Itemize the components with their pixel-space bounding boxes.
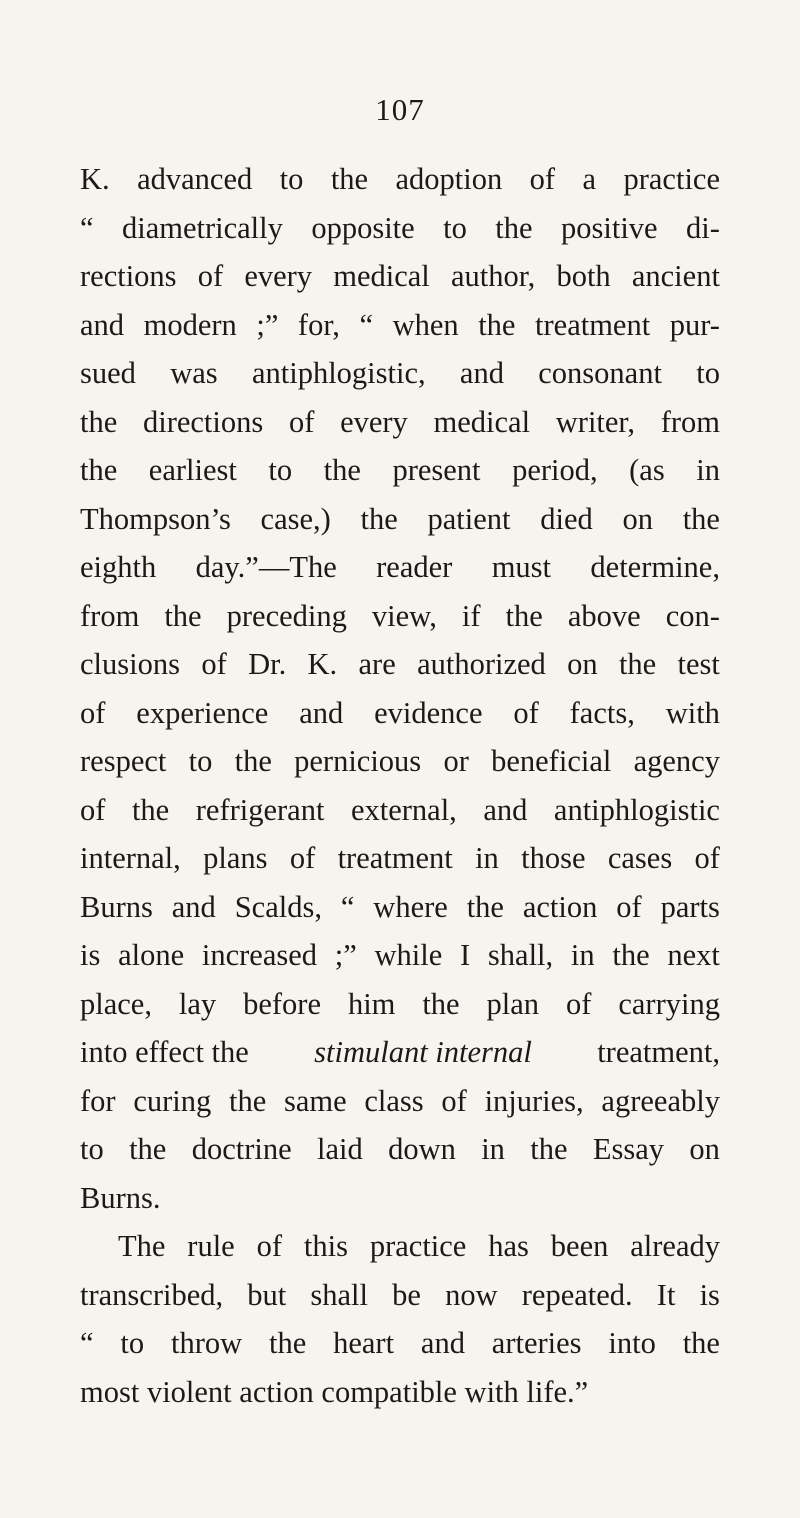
word: increased <box>201 938 318 972</box>
word: same <box>283 1083 347 1118</box>
word: or <box>443 744 469 778</box>
text-line <box>80 931 720 980</box>
word: treatment <box>337 841 453 875</box>
word: practice <box>623 162 720 196</box>
word: of <box>513 695 539 730</box>
body-text <box>80 155 720 1416</box>
word: of <box>288 404 315 439</box>
word: treatment <box>535 307 651 342</box>
word: antiphlogistic, <box>251 356 426 390</box>
word: the <box>323 453 361 487</box>
word: of <box>529 162 556 196</box>
word: the <box>495 210 533 245</box>
text-line: most violent action compatible with life.” <box>80 1374 589 1409</box>
word: carrying <box>618 986 720 1021</box>
word: directions <box>142 404 264 439</box>
word: the <box>682 1326 720 1360</box>
word: where <box>373 889 448 924</box>
word: con- <box>665 598 720 633</box>
text-line <box>80 446 720 495</box>
word: Scalds, <box>234 889 322 924</box>
word: and <box>299 695 344 730</box>
text-line-with-italic <box>80 1028 720 1077</box>
word: of <box>256 1229 283 1263</box>
word: opposite <box>311 210 415 245</box>
word: this <box>303 1229 348 1263</box>
word: of <box>201 647 227 681</box>
word: him <box>347 986 396 1021</box>
word: K. <box>80 162 110 196</box>
word: class <box>364 1083 424 1118</box>
word: the <box>228 1083 267 1118</box>
word: to <box>188 744 213 778</box>
word: period, <box>512 453 598 487</box>
text-line <box>80 543 720 592</box>
word: is <box>80 938 101 972</box>
text-line <box>80 252 720 301</box>
word: are <box>358 647 396 681</box>
word: the <box>505 598 543 633</box>
word: shall <box>310 1277 368 1312</box>
word: was <box>170 356 218 390</box>
word: doctrine <box>191 1132 292 1166</box>
text-line <box>80 640 720 689</box>
italic-phrase: stimulant internal <box>314 1035 532 1069</box>
word: pernicious <box>294 744 422 778</box>
word: practice <box>369 1229 467 1263</box>
word: laid <box>316 1132 363 1166</box>
word: di- <box>686 210 720 245</box>
word: earliest <box>148 453 237 487</box>
word: evidence <box>374 695 483 730</box>
text-line <box>80 349 720 398</box>
word: with <box>665 695 720 730</box>
word: author, <box>450 259 536 293</box>
word: of <box>565 986 592 1021</box>
text-line <box>80 301 720 350</box>
word: of <box>197 259 224 293</box>
word: test <box>677 647 720 681</box>
word: diametrically <box>121 210 283 245</box>
word: the <box>612 938 650 972</box>
text-line: Burns. <box>80 1180 161 1215</box>
word: preceding <box>226 598 347 633</box>
word: ancient <box>631 259 720 293</box>
word: when <box>392 307 459 342</box>
word: consonant <box>538 356 662 390</box>
word: It <box>656 1277 676 1312</box>
word: for <box>80 1083 116 1118</box>
word: experience <box>136 695 269 730</box>
word: lay <box>178 986 217 1021</box>
text-segment: into effect the <box>80 1035 249 1069</box>
word: in <box>570 938 595 972</box>
text-segment: treatment, <box>597 1035 720 1069</box>
word: above <box>567 598 641 633</box>
word: parts <box>660 889 720 924</box>
word: next <box>667 938 720 972</box>
word: medical <box>433 404 531 439</box>
word: medical <box>333 259 430 293</box>
text-line <box>80 883 720 932</box>
word: to <box>80 1132 104 1166</box>
word: case,) <box>260 501 331 536</box>
word: a <box>582 162 597 196</box>
word: internal, <box>80 841 181 875</box>
word: for, <box>297 307 340 342</box>
word: facts, <box>569 695 635 730</box>
word: the <box>360 501 398 536</box>
word: agreeably <box>601 1083 720 1118</box>
word: of <box>616 889 642 924</box>
word: to <box>279 162 304 196</box>
word: be <box>392 1277 421 1312</box>
text-line <box>80 1319 720 1368</box>
paragraph-first-line <box>80 1222 720 1271</box>
word: already <box>630 1229 720 1263</box>
word: pur- <box>669 307 720 342</box>
word: authorized <box>417 647 546 681</box>
word: on <box>567 647 598 681</box>
word: died <box>540 501 593 536</box>
word: present <box>392 453 481 487</box>
word: plans <box>203 841 268 875</box>
word: now <box>445 1277 498 1312</box>
word: the <box>618 647 657 681</box>
word: been <box>550 1229 609 1263</box>
word: Dr. <box>248 647 287 681</box>
word: the <box>530 1132 568 1166</box>
word: beneficial <box>491 744 612 778</box>
text-line <box>80 204 720 253</box>
word: transcribed, <box>80 1277 224 1312</box>
word: to <box>443 210 467 245</box>
word: Burns <box>80 889 153 924</box>
word: the <box>129 1132 167 1166</box>
word: from <box>660 404 720 439</box>
word: in <box>481 1132 505 1166</box>
word: into <box>608 1326 656 1360</box>
word: to <box>268 453 293 487</box>
word: (as <box>629 453 665 487</box>
word: “ <box>80 210 94 245</box>
word: the <box>466 889 504 924</box>
word: to <box>696 356 720 390</box>
text-line <box>80 737 720 786</box>
word: every <box>340 404 408 439</box>
word: on <box>689 1132 720 1166</box>
word: and <box>171 889 216 924</box>
word: advanced <box>137 162 253 196</box>
word: to <box>120 1326 145 1360</box>
word: the <box>131 792 170 827</box>
word: throw <box>170 1326 243 1360</box>
word: must <box>491 550 552 584</box>
word: of <box>80 695 106 730</box>
word: is <box>699 1277 720 1312</box>
word: rections <box>80 259 177 293</box>
word: antiphlogistic <box>553 792 720 827</box>
word: in <box>475 841 499 875</box>
word: adoption <box>395 162 503 196</box>
word: if <box>461 598 481 633</box>
word: and <box>483 792 528 827</box>
word: of <box>441 1083 467 1118</box>
word: determine, <box>590 550 720 584</box>
word: shall, <box>487 938 554 972</box>
word: ;” <box>334 938 357 972</box>
text-line <box>80 495 720 544</box>
word: patient <box>427 501 511 536</box>
word: refrigerant <box>195 792 325 827</box>
word: Essay <box>592 1132 665 1166</box>
word: repeated. <box>521 1277 633 1312</box>
text-line <box>80 1271 720 1320</box>
text-line <box>80 834 720 883</box>
word: and <box>459 356 504 390</box>
word: external, <box>350 792 457 827</box>
word: while <box>374 938 443 972</box>
word: and <box>80 307 125 342</box>
word: I <box>460 938 471 972</box>
word: “ <box>340 889 355 924</box>
word: the <box>234 744 272 778</box>
word: cases <box>607 841 673 875</box>
word: the <box>478 307 516 342</box>
word: those <box>521 841 586 875</box>
word: of <box>289 841 316 875</box>
word: view, <box>371 598 437 633</box>
text-line <box>80 786 720 835</box>
word: the <box>164 598 202 633</box>
word: modern <box>143 307 237 342</box>
word: “ <box>80 1326 94 1360</box>
word: the <box>268 1326 307 1360</box>
text-line <box>80 592 720 641</box>
word: reader <box>376 550 453 584</box>
word: the <box>80 404 118 439</box>
text-line <box>80 980 720 1029</box>
word: the <box>80 453 118 487</box>
word: arteries <box>491 1326 582 1360</box>
word: on <box>622 501 653 536</box>
text-line <box>80 398 720 447</box>
word: ;” <box>256 307 279 342</box>
word: of <box>694 841 720 875</box>
word: heart <box>333 1326 395 1360</box>
word: place, <box>80 986 152 1021</box>
word: alone <box>118 938 185 972</box>
word: positive <box>561 210 658 245</box>
word: the <box>422 986 460 1021</box>
word: day.”—The <box>195 550 337 584</box>
word: The <box>118 1229 166 1263</box>
word: Thompson’s <box>80 501 231 536</box>
word: writer, <box>555 404 635 439</box>
word: has <box>488 1229 529 1263</box>
word: plan <box>486 986 540 1021</box>
word: respect <box>80 744 167 778</box>
word: sued <box>80 356 136 390</box>
word: agency <box>633 744 720 778</box>
word: down <box>388 1132 456 1166</box>
word: rule <box>187 1229 235 1263</box>
word: K. <box>307 647 338 681</box>
word: the <box>682 501 720 536</box>
text-line <box>80 689 720 738</box>
word: in <box>696 453 720 487</box>
word: injuries, <box>484 1083 584 1118</box>
text-line <box>80 1077 720 1126</box>
word: both <box>556 259 611 293</box>
word: every <box>244 259 313 293</box>
word: before <box>243 986 321 1021</box>
text-line <box>80 1125 720 1174</box>
word: “ <box>359 307 373 342</box>
word: action <box>522 889 598 924</box>
word: curing <box>133 1083 212 1118</box>
word: and <box>420 1326 465 1360</box>
word: from <box>80 598 140 633</box>
text-line <box>80 155 720 204</box>
word: of <box>80 792 106 827</box>
word: clusions <box>80 647 180 681</box>
word: the <box>330 162 369 196</box>
word: but <box>247 1277 287 1312</box>
page-number: 107 <box>375 92 425 127</box>
word: eighth <box>80 550 157 584</box>
